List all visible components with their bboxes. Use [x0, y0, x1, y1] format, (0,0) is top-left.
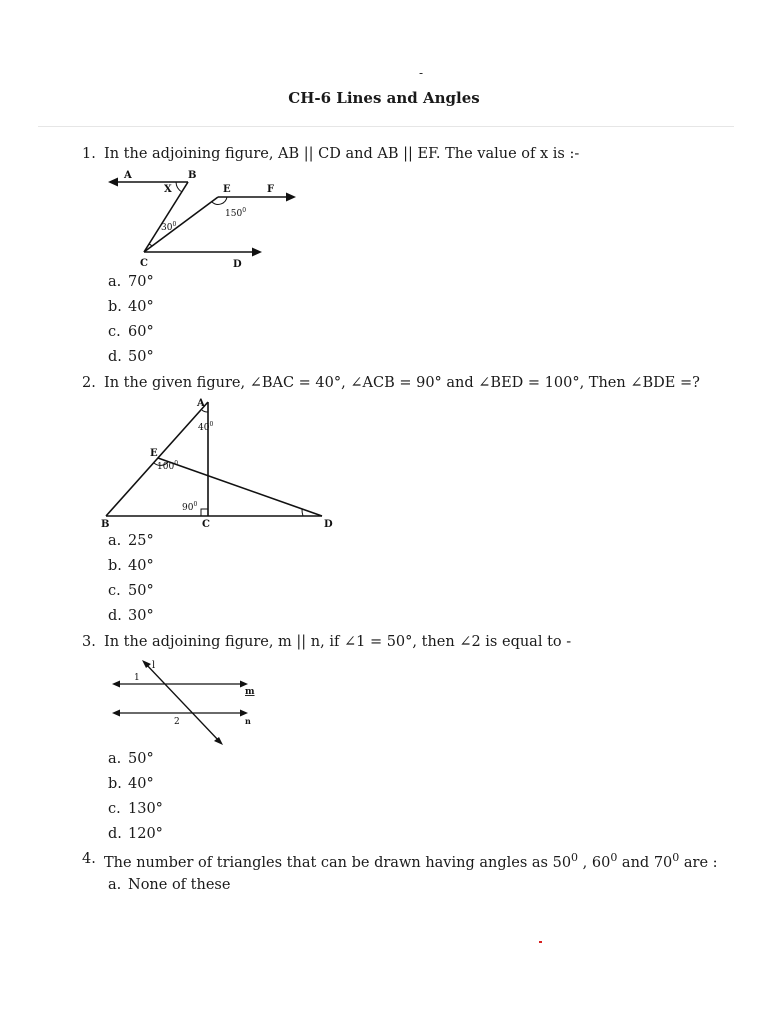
option-3d[interactable]	[108, 826, 228, 846]
question-number: 2.	[82, 375, 96, 391]
option-value: 25°	[128, 533, 154, 549]
question-text: In the adjoining figure, m || n, if ∠1 = 50°, then ∠2 is equal to -	[104, 634, 572, 650]
option-2d[interactable]	[108, 608, 228, 628]
option-2a[interactable]	[108, 533, 228, 553]
and-text: and	[617, 854, 654, 871]
option-label: a.	[108, 877, 122, 893]
line-ce	[144, 197, 218, 252]
option-value: 40°	[128, 558, 154, 574]
angle-value-3: 70	[653, 854, 673, 871]
arrow-f	[286, 193, 296, 202]
label-n: n	[245, 716, 251, 726]
option-value: 60°	[128, 324, 154, 340]
label-f: F	[267, 184, 275, 195]
title-divider	[38, 126, 734, 127]
question-1	[82, 146, 682, 166]
question-number: 1.	[82, 146, 96, 162]
label-angle-c: $90^0$	[182, 501, 198, 513]
top-mark: -	[419, 66, 424, 80]
question-text-start: The number of triangles that can be drawn having angles as	[104, 854, 553, 871]
line-ab	[106, 402, 208, 516]
option-label: c.	[108, 801, 121, 817]
label-m: m	[245, 687, 255, 697]
question-number: 3.	[82, 634, 96, 650]
option-label: d.	[108, 349, 122, 365]
option-label: b.	[108, 299, 122, 315]
label-e: E	[223, 184, 231, 195]
label-e: E	[150, 448, 158, 459]
option-2b[interactable]	[108, 558, 228, 578]
label-a: A	[124, 170, 132, 181]
option-label: c.	[108, 583, 121, 599]
arrow-d	[252, 248, 262, 257]
label-l: l	[152, 660, 156, 671]
label-two: 2	[174, 717, 180, 727]
separator: ,	[578, 854, 592, 871]
option-label: d.	[108, 608, 122, 624]
label-d: D	[324, 519, 333, 530]
option-1a[interactable]	[108, 274, 228, 294]
option-label: b.	[108, 776, 122, 792]
option-value: 120°	[128, 826, 163, 842]
option-1c[interactable]	[108, 324, 228, 344]
label-b: B	[188, 170, 197, 181]
degree-mark: 0	[672, 851, 680, 864]
page-title: CH-6 Lines and Angles	[288, 89, 480, 107]
line-l	[144, 662, 220, 742]
degree-mark: 0	[571, 851, 579, 864]
option-3c[interactable]	[108, 801, 228, 821]
option-label: a.	[108, 751, 122, 767]
red-dot-mark	[539, 941, 542, 943]
angle-arc-a	[202, 410, 208, 412]
option-value: None of these	[128, 877, 231, 893]
option-label: d.	[108, 826, 122, 842]
option-1b[interactable]	[108, 299, 228, 319]
arrow-m-left	[112, 681, 120, 688]
label-angle-c: $30^0$	[161, 221, 177, 233]
question-3	[82, 634, 682, 654]
option-value: 50°	[128, 349, 154, 365]
option-value: 130°	[128, 801, 163, 817]
label-angle-a: $40^0$	[198, 421, 214, 433]
arrow-l-bottom	[214, 737, 223, 745]
label-b: B	[101, 519, 110, 530]
option-value: 50°	[128, 751, 154, 767]
option-2c[interactable]	[108, 583, 228, 603]
figure-triangle-2	[96, 392, 346, 530]
angle-value-2: 60	[591, 854, 611, 871]
question-number: 4.	[82, 851, 96, 867]
question-text: In the adjoining figure, AB || CD and AB || EF. The value of x is :-	[104, 146, 580, 162]
arrow-n-left	[112, 710, 120, 717]
label-angle-e: $150^0$	[225, 207, 247, 219]
arrow-a	[108, 178, 118, 187]
option-4a[interactable]	[108, 877, 308, 897]
degree-mark: 0	[610, 851, 618, 864]
option-value: 40°	[128, 776, 154, 792]
angle-value-1: 50	[552, 854, 572, 871]
label-c: C	[202, 519, 210, 530]
label-c: C	[140, 258, 148, 269]
option-label: c.	[108, 324, 121, 340]
option-value: 30°	[128, 608, 154, 624]
question-text-end: are :	[679, 854, 718, 871]
question-text	[104, 851, 718, 871]
option-value: 50°	[128, 583, 154, 599]
label-a: A	[197, 398, 205, 409]
question-text: In the given figure, ∠BAC = 40°, ∠ACB = 90° and ∠BED = 100°, Then ∠BDE =?	[104, 375, 700, 391]
option-3a[interactable]	[108, 751, 228, 771]
figure-transversal-3	[104, 656, 274, 750]
label-d: D	[233, 259, 242, 270]
option-3b[interactable]	[108, 776, 228, 796]
label-x: X	[164, 184, 172, 195]
arrow-l-top	[142, 660, 151, 668]
angle-arc-x	[176, 182, 182, 192]
question-4	[82, 851, 722, 873]
option-1d[interactable]	[108, 349, 228, 369]
option-label: a.	[108, 274, 122, 290]
option-label: b.	[108, 558, 122, 574]
label-one: 1	[134, 673, 140, 683]
option-label: a.	[108, 533, 122, 549]
option-value: 40°	[128, 299, 154, 315]
option-value: 70°	[128, 274, 154, 290]
label-angle-e: $100^0$	[157, 460, 179, 472]
angle-arc-c	[149, 244, 152, 246]
right-angle-mark	[201, 509, 208, 516]
figure-parallel-lines-1	[100, 168, 310, 272]
